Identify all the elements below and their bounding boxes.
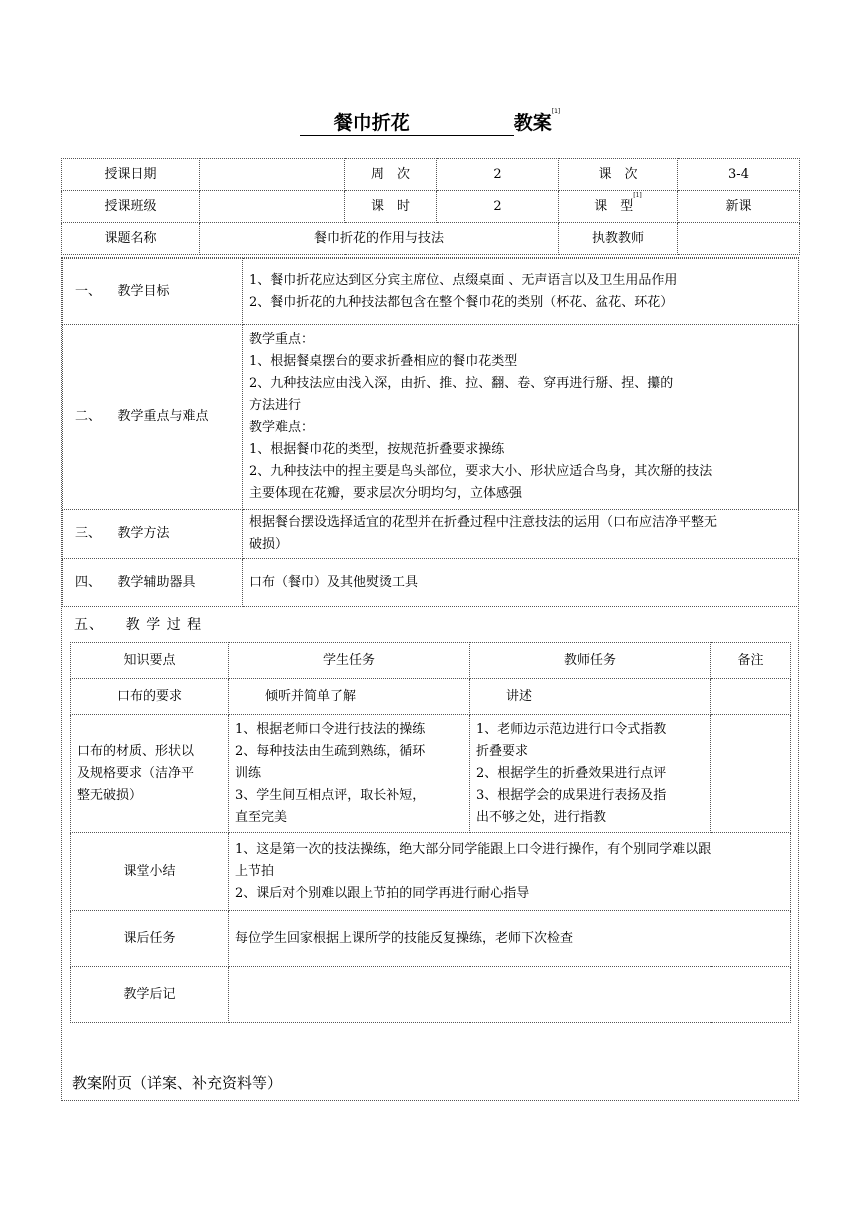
point-line: 及规格要求（洁净平 — [77, 765, 195, 781]
type-label: 课 型 — [594, 198, 634, 214]
method-label: 三、 教学方法 — [63, 510, 243, 559]
teacher-value — [678, 223, 800, 255]
course-name: 餐巾折花 — [300, 108, 442, 136]
method-line: 根据餐台摆设选择适宜的花型并在折叠过程中注意技法的运用（口布应洁净平整无 — [249, 515, 718, 530]
topic-label: 课题名称 — [62, 223, 200, 255]
process-header-point: 知识要点 — [71, 643, 229, 679]
key-points-line: 教学难点： — [249, 420, 315, 435]
process-row-point: 口布的要求 — [71, 679, 229, 715]
process-row-teacher: 讲述 — [470, 679, 711, 715]
process-row-student — [229, 715, 470, 833]
teacher-label: 执教教师 — [559, 223, 678, 255]
summary-label: 课堂小结 — [71, 833, 229, 911]
teacher-line: 2、根据学生的折叠效果进行点评 — [476, 765, 667, 781]
week-label: 周 次 — [345, 159, 437, 191]
date-value — [200, 159, 345, 191]
summary-line: 上节拍 — [235, 863, 275, 879]
homework-label: 课后任务 — [71, 911, 229, 967]
point-line: 口布的材质、形状以 — [77, 743, 195, 759]
teacher-line: 3、根据学会的成果进行表扬及指 — [476, 787, 667, 803]
process-row-student: 倾听并简单了解 — [229, 679, 470, 715]
class-label: 授课班级 — [62, 191, 200, 223]
header-table — [61, 158, 800, 255]
week-value: 2 — [437, 159, 559, 191]
method-text — [243, 510, 799, 559]
key-points-line: 教学重点： — [249, 332, 315, 347]
process-row-note — [711, 715, 791, 833]
student-line: 1、根据老师口令进行技法的操练 — [235, 721, 426, 737]
document-title — [0, 108, 860, 136]
student-line: 训练 — [235, 765, 262, 781]
title-suffix: 教案 — [513, 112, 552, 134]
date-label: 授课日期 — [62, 159, 200, 191]
summary-line: 2、课后对个别难以跟上节拍的同学再进行耐心指导 — [235, 885, 530, 901]
process-row-point — [71, 715, 229, 833]
process-header-note: 备注 — [711, 643, 791, 679]
process-row-teacher — [470, 715, 711, 833]
teacher-line: 1、老师边示范边进行口令式指教 — [476, 721, 667, 737]
student-line: 3、学生间互相点评，取长补短， — [235, 787, 426, 803]
summary-text — [229, 833, 791, 911]
key-points-line: 1、根据餐桌摆台的要求折叠相应的餐巾花类型 — [249, 354, 518, 369]
key-points-text — [243, 325, 799, 510]
student-line: 2、每种技法由生疏到熟练，循环 — [235, 743, 426, 759]
title-note-mark: [1] — [551, 108, 561, 115]
title-blank-line — [442, 113, 514, 136]
lesson-label: 课 次 — [559, 159, 678, 191]
goals-text — [243, 259, 799, 325]
key-points-line: 1、根据餐巾花的类型，按规范折叠要求操练 — [249, 442, 505, 457]
lesson-sections-table — [62, 258, 799, 607]
process-header-teacher: 教师任务 — [470, 643, 711, 679]
student-line: 直至完美 — [235, 809, 288, 825]
teacher-line: 折叠要求 — [476, 743, 529, 759]
key-points-line: 2、九种技法中的捏主要是鸟头部位，要求大小、形状应适合鸟身，其次掰的技法 — [249, 464, 713, 479]
homework-text: 每位学生回家根据上课所学的技能反复操练，老师下次检查 — [229, 911, 791, 967]
goals-line: 1、餐巾折花应达到区分宾主席位、点缀桌面 、无声语言以及卫生用品作用 — [249, 272, 678, 288]
process-label: 五、 教 学 过 程 — [74, 617, 203, 633]
key-points-line: 主要体现在花瓣，要求层次分明均匀，立体感强 — [249, 486, 523, 501]
hours-value: 2 — [437, 191, 559, 223]
key-points-line: 2、九种技法应由浅入深，由折、推、拉、翻、卷、穿再进行掰、捏、攥的 — [249, 376, 674, 391]
teacher-line: 出不够之处，进行指教 — [476, 809, 607, 825]
type-label-cell — [559, 191, 678, 223]
process-header-student: 学生任务 — [229, 643, 470, 679]
type-value: 新课 — [678, 191, 800, 223]
reflection-text — [229, 967, 791, 1023]
goals-line: 2、餐巾折花的九种技法都包含在整个餐巾花的类别（杯花、盆花、环花） — [249, 294, 674, 310]
lesson-body — [61, 257, 799, 1101]
hours-label: 课 时 — [345, 191, 437, 223]
point-line: 整无破损） — [77, 787, 143, 803]
process-table — [70, 642, 791, 1023]
reflection-label: 教学后记 — [71, 967, 229, 1023]
goals-label: 一、 教学目标 — [63, 259, 243, 325]
summary-line: 1、这是第一次的技法操练，绝大部分同学能跟上口令进行操作，有个别同学难以跟 — [235, 841, 712, 857]
method-line: 破损） — [249, 537, 289, 552]
aids-text: 口布（餐巾）及其他熨烫工具 — [243, 559, 799, 607]
aids-label: 四、 教学辅助器具 — [63, 559, 243, 607]
key-points-label: 二、 教学重点与难点 — [63, 325, 243, 510]
key-points-line: 方法进行 — [249, 398, 302, 413]
topic-value: 餐巾折花的作用与技法 — [200, 223, 559, 255]
lesson-value: 3-4 — [678, 159, 800, 191]
appendix-label: 教案附页（详案、补充资料等） — [72, 1074, 283, 1092]
type-note-mark: [1] — [633, 191, 642, 199]
process-row-note — [711, 679, 791, 715]
class-value — [200, 191, 345, 223]
